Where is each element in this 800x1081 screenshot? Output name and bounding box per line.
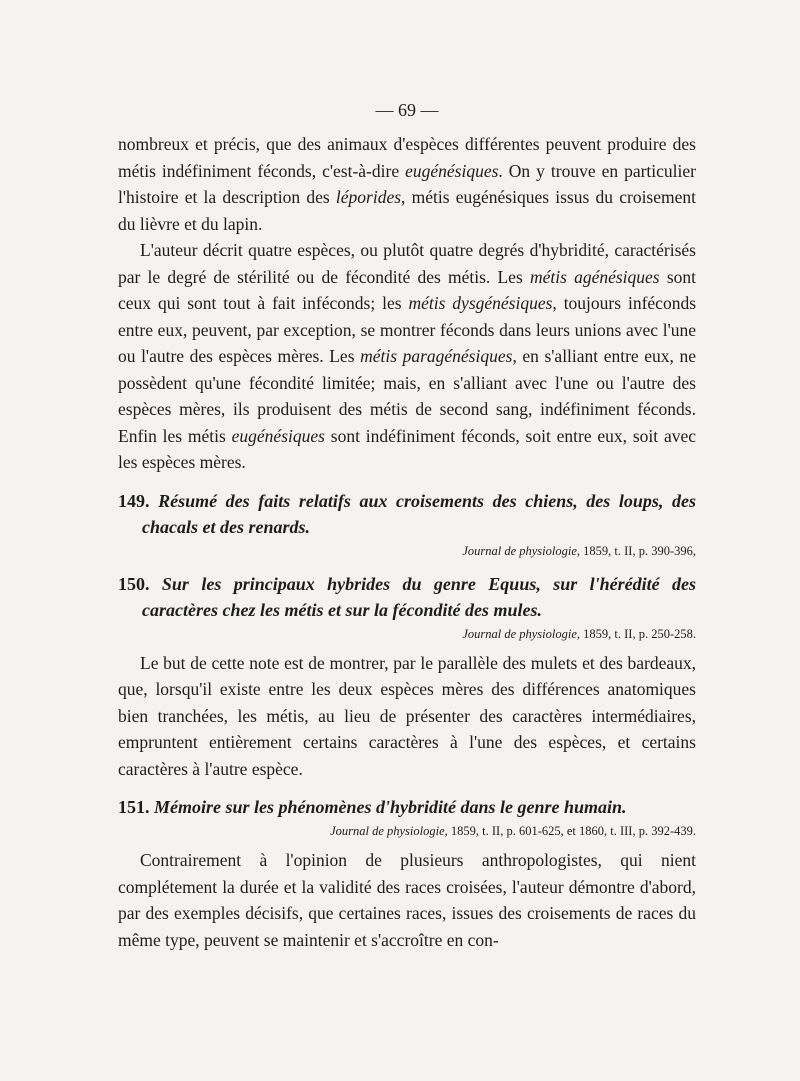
entry-number: 150. [118, 573, 150, 594]
entry-number: 151. [118, 797, 150, 817]
italic-term: métis dysgénésiques [408, 293, 553, 313]
text-run: L'auteur décrit quatre espèces, ou plutôt quatre degrés d'hybridité, caractérisés par le degré de stérilité ou de fécondité des métis. Les [118, 240, 696, 287]
text-run: sont ceux qui sont tout à fait inféconds; les [118, 266, 696, 313]
journal-reference [118, 544, 696, 559]
entry-heading [118, 794, 696, 820]
text-run: , en s'alliant entre eux, ne possèdent qu'une fécondité limitée; mais, en s'alliant avec l'une ou l'autre des espèces mères, ils produisent des métis de second sang, indéfiniment féconds. Enfin les métis [118, 346, 696, 446]
paragraph-races: Contrairement à l'opinion de plusieurs anthropologistes, qui nient complétement la durée et la validité des races croisées, l'auteur démontre d'abord, par des exemples décisifs, que certaines races, issues des croisements de races du même type, peuvent se maintenir et s'accroître en con- [118, 850, 696, 950]
entry-title: Sur les principaux hybrides du genre Equus, sur l'hérédité des caractères chez les métis et sur la fécondité des mules. [142, 573, 697, 620]
entry-149 [118, 488, 696, 559]
journal-name: Journal de physiologie [330, 824, 445, 838]
entry-heading [118, 488, 696, 540]
journal-ref: , 1859, t. II, p. 390-396, [576, 543, 696, 558]
text-run: nombreux et précis, que des animaux d'espèces différentes peuvent produire des métis indéfiniment féconds, c'est-à-dire [118, 134, 696, 181]
journal-reference [118, 824, 696, 839]
italic-term: eugénésiques [231, 425, 325, 446]
text-run: , métis eugénésiques issus du croisement du lièvre et du lapin. [118, 187, 696, 234]
entry-heading [118, 571, 696, 623]
text-run: , toujours inféconds entre eux, peuvent, par exception, se montrer féconds dans leurs unions avec l'une ou l'autre des espèces mères. Les [118, 293, 697, 366]
entry-number: 149. [118, 490, 150, 511]
text-run: . On y trouve en particulier l'histoire et la description des [118, 160, 696, 207]
entry-151 [118, 794, 696, 839]
text-run: sont indéfiniment féconds, soit entre eux, soit avec les espèces mères. [118, 425, 696, 472]
journal-name: Journal de physiologie [462, 626, 577, 641]
text-column [118, 100, 696, 953]
italic-term: léporides [335, 187, 402, 207]
journal-reference [118, 627, 696, 642]
paragraph-hybridity-degrees [118, 237, 696, 476]
italic-term: métis paragénésiques [360, 346, 513, 366]
entry-title: Mémoire sur les phénomènes d'hybridité dans le genre humain. [154, 797, 627, 817]
italic-term: métis agénésiques [529, 266, 660, 287]
journal-name: Journal de physiologie [462, 543, 577, 558]
entry-150 [118, 571, 696, 642]
italic-term: eugénésiques [405, 160, 499, 181]
page-number: — 69 — [375, 100, 439, 120]
entry-title: Résumé des faits relatifs aux croisements des chiens, des loups, des chacals et des renards. [142, 490, 696, 537]
paragraph-continuation [118, 131, 696, 237]
journal-ref: , 1859, t. II, p. 250-258. [576, 626, 696, 641]
journal-ref: , 1859, t. II, p. 601-625, et 1860, t. III, p. 392-439. [444, 824, 696, 838]
paragraph-mules: Le but de cette note est de montrer, par le parallèle des mulets et des bardeaux, que, lorsqu'il existe entre les deux espèces mères des différences anatomiques bien tranchées, les métis, au lieu de présenter des caractères intermédiaires, empruntent entièrement certains caractères à l'une des espèces, et certains caractères à l'autre espèce. [118, 652, 696, 779]
